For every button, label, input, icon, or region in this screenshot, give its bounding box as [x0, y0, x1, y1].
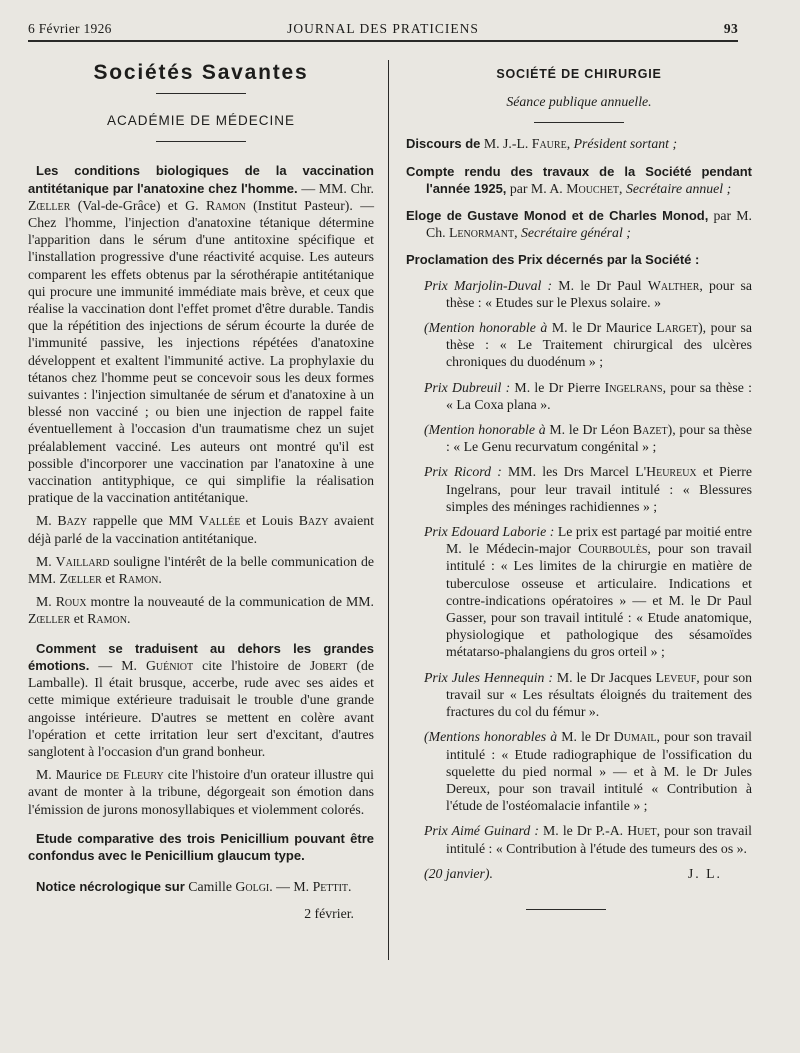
entry-discours: Discours de M. J.-L. Faure, Président sortant ; [406, 136, 678, 152]
prize-entry: Prix Jules Hennequin : M. le Dr Jacques Leveuf, pour son travail sur « Les résultats éloignés du traitement des fractures du col du fémur ». [424, 669, 752, 720]
report-date: (20 janvier). [424, 865, 493, 881]
session-subtitle: Séance publique annuelle. [506, 94, 652, 110]
prize-list [406, 277, 752, 857]
prize-entry: Prix Dubreuil : M. le Dr Pierre Ingelrans, pour sa thèse : « La Coxa plana ». [424, 379, 752, 412]
end-rule [526, 909, 606, 910]
paragraph-roux: M. Roux montre la nouveauté de la communication de MM. Zœller et Ramon. [28, 594, 374, 627]
session-date: 2 février. [304, 906, 354, 922]
article-emotions: Comment se traduisent au dehors les grandes émotions. — M. Guéniot cite l'histoire de Jobert (de Lamballe). Il était brusque, accerbe, rude avec ses aides et cette mimique extérieure traduisait le trouble d'une grande angoisse intérieure. D'autres se mettent en colère avant l'opération et cette irritation leur sert d'excitant, d'autres sanglotent à l'occasion d'un grand bonheur. [28, 640, 374, 759]
academy-rule [156, 141, 246, 142]
prize-entry: Prix Marjolin-Duval : M. le Dr Paul Walther, pour sa thèse : « Etudes sur le Plexus solaire. » [424, 277, 752, 310]
society-heading: SOCIÉTÉ DE CHIRURGIE [496, 67, 662, 81]
signature-row [406, 865, 752, 885]
column-divider [388, 60, 389, 960]
journal-title: JOURNAL DES PRATICIENS [287, 21, 479, 36]
article-vaccination: Les conditions biologiques de la vaccination antitétanique par l'anatoxine chez l'homme. — MM. Chr. Zœller (Val-de-Grâce) et G. Ramon (Institut Pasteur). — Chez l'homme, l'injection d'anatoxine tétanique détermine l'apparition dans le sérum d'une antitoxine spécifique et l'installation progressive d'une réactivité acquise. Les auteurs comparent les effets obtenus par la sérothérapie antitétanique qui procure une immunité immédiate mais brève, et ceux que réalise la vaccination dont l'effet promet d'être durable. Tandis que la répétition des injections de sérum écourte la durée de l'immunité passive, les injections répétées d'anatoxine développent et exaltent l'immunité active. La prophylaxie du tétanos chez l'homme peut se concevoir sous les deux formes suivantes : l'injection simultanée de sérum et d'anatoxine à un blessé non vacciné ; ou bien une injection de rappel faite éventuellement à l'occasion d'un traumatisme chez un sujet préalablement vacciné. Les auteurs ont montré qu'il est possible d'incorporer une vaccination par l'anatoxine à une vaccination antityphique, ce qui simplifie la réalisation pratique de la vaccination antitétanique. [28, 163, 375, 506]
title-rule [156, 93, 246, 94]
academy-heading: ACADÉMIE DE MÉDECINE [106, 113, 296, 129]
paragraph-bazy: M. Bazy rappelle que MM Vallée et Louis Bazy avaient déjà parlé de la vaccination antitétanique. [28, 513, 375, 546]
prize-entry: Prix Ricord : MM. les Drs Marcel L'Heureux et Pierre Ingelrans, pour leur travail intitulé : « Blessures simples des méninges rachidiennes » ; [424, 464, 752, 514]
article-title: Comment se traduisent au dehors les grandes émotions. [28, 640, 374, 673]
entry-compte-rendu: Compte rendu des travaux de la Société pendant l'année 1925, par M. A. Mouchet, Secrétaire annuel ; [406, 163, 752, 196]
article-notice: Notice nécrologique sur Camille Golgi. — M. Pettit. [36, 879, 352, 895]
prize-entry: Prix Aimé Guinard : M. le Dr P.-A. Huet, pour son travail intitulé : « Contribution à l'étude des tumeurs des os ». [424, 823, 752, 856]
left-column [28, 58, 374, 923]
prize-entry: (Mentions honorables à M. le Dr Dumail, pour son travail intitulé : « Etude radiographique de l'ossification du squelette du pied normal » — et à M. le Dr Jules Dereux, pour son travail intitulé « Contribution à l'étude de l'ostéomalacie infantile » ; [424, 729, 753, 814]
prize-entry: Prix Edouard Laborie : Le prix est partagé par moitié entre M. le Médecin-major Courboulès, pour son travail intitulé : « Les limites de la chirurgie en matière de tuberculose osseuse et articulaire. Indications et contre-indications opératoires » — et M. le Dr Paul Gasser, pour son travail intitulé : « Etude anatomique, physiologique et pathologique des sésamoïdes métatarso-phalangiens du gros orteil » ; [424, 524, 752, 660]
prize-entry: (Mention honorable à M. le Dr Maurice Larget), pour sa thèse : « Le Traitement chirurgical des ulcères chroniques du duodénum » ; [424, 320, 752, 370]
paragraph-fleury: M. Maurice de Fleury cite l'histoire d'un orateur illustre qui avant de monter à la tribune, dégorgeait son émotion dans l'émission de jurons monosyllabiques et violemment colorés. [28, 767, 374, 817]
section-title: Sociétés Savantes [93, 61, 309, 84]
article-penicillium [28, 830, 374, 864]
right-column [406, 58, 752, 910]
page-header [28, 18, 738, 42]
prize-entry: (Mention honorable à M. le Dr Léon Bazet), pour sa thèse : « Le Genu recurvatum congénital » ; [424, 422, 753, 455]
entry-eloge: Eloge de Gustave Monod et de Charles Monod, par M. Ch. Lenormant, Secrétaire général ; [406, 208, 752, 241]
article-title: Les conditions biologiques de la vaccination antitétanique par l'anatoxine chez l'homme. [28, 163, 374, 196]
entry-proclamation: Proclamation des Prix décernés par la Société : [406, 252, 700, 268]
article-title: Notice nécrologique sur [36, 879, 185, 895]
page-number: 93 [723, 21, 738, 36]
article-title: Etude comparative des trois Penicillium pouvant être confondus avec le Penicillium glaucum type. [28, 830, 374, 863]
issue-date: 6 Février 1926 [28, 21, 112, 36]
society-rule [534, 122, 624, 123]
signature: J. L. [687, 865, 722, 881]
paragraph-vaillard: M. Vaillard souligne l'intérêt de la belle communication de MM. Zœller et Ramon. [28, 553, 374, 587]
